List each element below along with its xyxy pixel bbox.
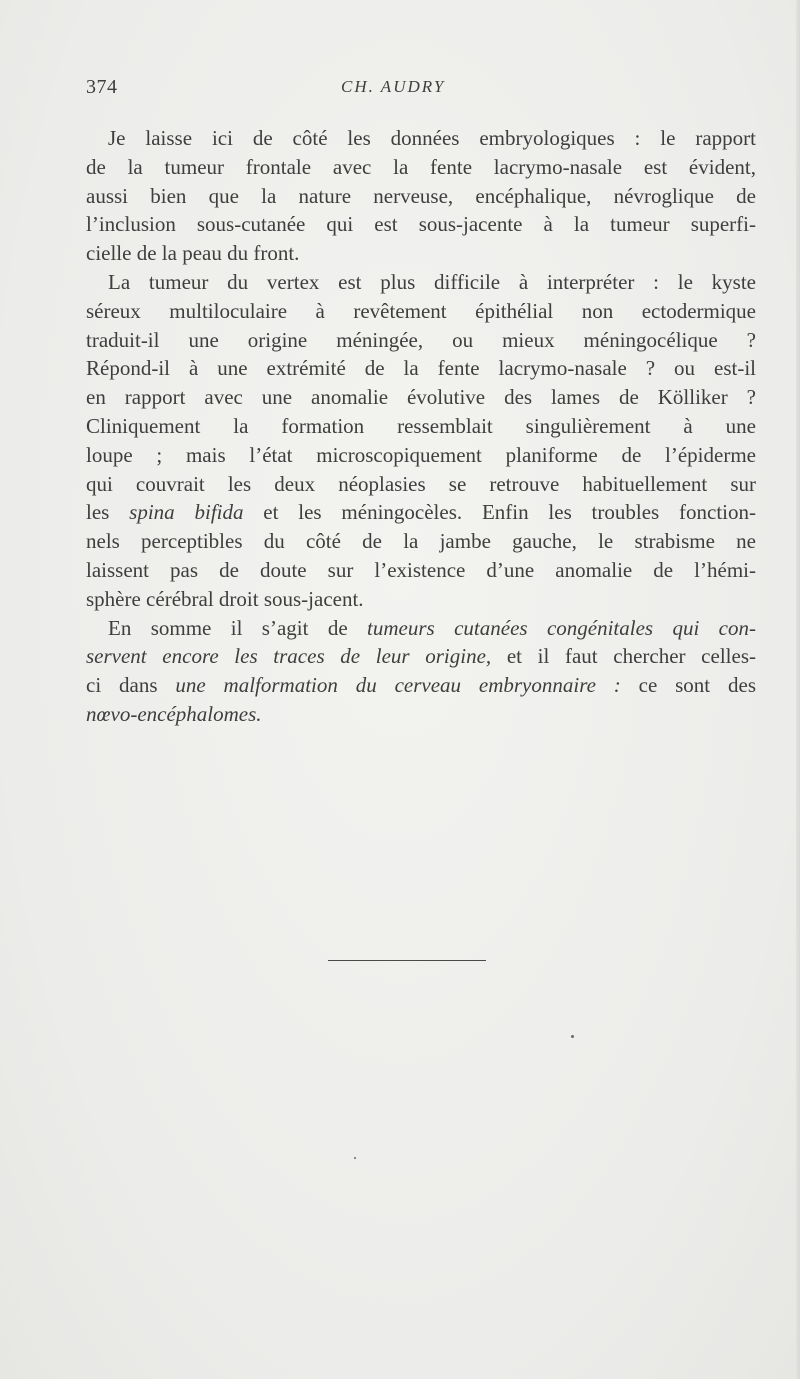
italic-text: tumeurs cutanées congénitales qui con- — [367, 615, 756, 640]
text-line — [86, 642, 756, 671]
text-run: ci dans — [86, 673, 176, 698]
text-run: loupe ; mais l’état microscopiquement planiforme de l’épiderme — [86, 442, 756, 467]
italic-text: servent encore les traces de leur origine, — [86, 644, 492, 669]
text-run: nels perceptibles du côté de la jambe gauche, le strabisme ne — [86, 529, 756, 554]
body-text — [86, 124, 756, 729]
text-run: Je laisse ici de côté les données embryologiques : le rapport — [108, 126, 756, 150]
text-run: en rapport avec une anomalie évolutive des lames de Kölliker ? — [86, 385, 756, 410]
running-head — [86, 76, 756, 100]
italic-text: une malformation du cerveau embryonnaire : — [175, 673, 621, 698]
text-line — [86, 383, 756, 412]
text-line — [86, 210, 756, 239]
running-title: CH. AUDRY — [341, 77, 446, 96]
text-line — [86, 268, 756, 297]
text-line — [86, 182, 756, 211]
text-line — [86, 239, 756, 268]
italic-text: spina bifida — [129, 500, 244, 525]
text-run: aussi bien que la nature nerveuse, encéphalique, névroglique de — [86, 183, 756, 208]
text-run: laissent pas de doute sur l’existence d’une anomalie de l’hémi- — [86, 557, 756, 582]
paragraph — [86, 614, 756, 729]
page-edge — [796, 0, 800, 1379]
print-speck — [571, 1035, 574, 1038]
text-run: ce sont des — [620, 673, 756, 698]
paragraph — [86, 268, 756, 614]
text-run: séreux multiloculaire à revêtement épithélial non ectodermique — [86, 298, 756, 323]
text-run: et il faut chercher celles- — [491, 644, 756, 669]
text-line — [86, 354, 756, 383]
italic-text: nœvo-encéphalomes. — [86, 701, 262, 726]
end-rule — [328, 960, 486, 961]
text-line — [86, 527, 756, 556]
text-run: La tumeur du vertex est plus difficile à interpréter : le kyste — [108, 269, 756, 294]
text-run: traduit-il une origine méningée, ou mieux méningocélique ? — [86, 327, 756, 352]
text-line — [86, 153, 756, 182]
text-line — [86, 441, 756, 470]
text-line — [86, 412, 756, 441]
text-run: qui couvrait les deux néoplasies se retrouve habituellement sur — [86, 471, 756, 496]
page-number: 374 — [86, 76, 118, 98]
text-line — [86, 326, 756, 355]
text-run: En somme il s’agit de — [108, 615, 368, 640]
text-line — [86, 297, 756, 326]
paragraph — [86, 124, 756, 268]
print-speck — [354, 1157, 356, 1159]
text-line — [86, 124, 756, 153]
text-run: sphère cérébral droit sous-jacent. — [86, 586, 364, 611]
text-run: Répond-il à une extrémité de la fente lacrymo-nasale ? ou est-il — [86, 356, 756, 381]
text-run: l’inclusion sous-cutanée qui est sous-jacente à la tumeur superfi- — [86, 212, 756, 237]
text-line — [86, 556, 756, 585]
text-line — [86, 671, 756, 700]
text-run: cielle de la peau du front. — [86, 241, 300, 266]
text-run: Cliniquement la formation ressemblait singulièrement à une — [86, 413, 756, 438]
text-run: les — [86, 500, 130, 525]
text-line — [86, 614, 756, 643]
text-line — [86, 498, 756, 527]
text-line — [86, 585, 756, 614]
text-run: et les méningocèles. Enfin les troubles fonction- — [243, 500, 757, 525]
text-line — [86, 470, 756, 499]
text-run: de la tumeur frontale avec la fente lacrymo-nasale est évident, — [86, 154, 756, 179]
text-line — [86, 700, 756, 729]
